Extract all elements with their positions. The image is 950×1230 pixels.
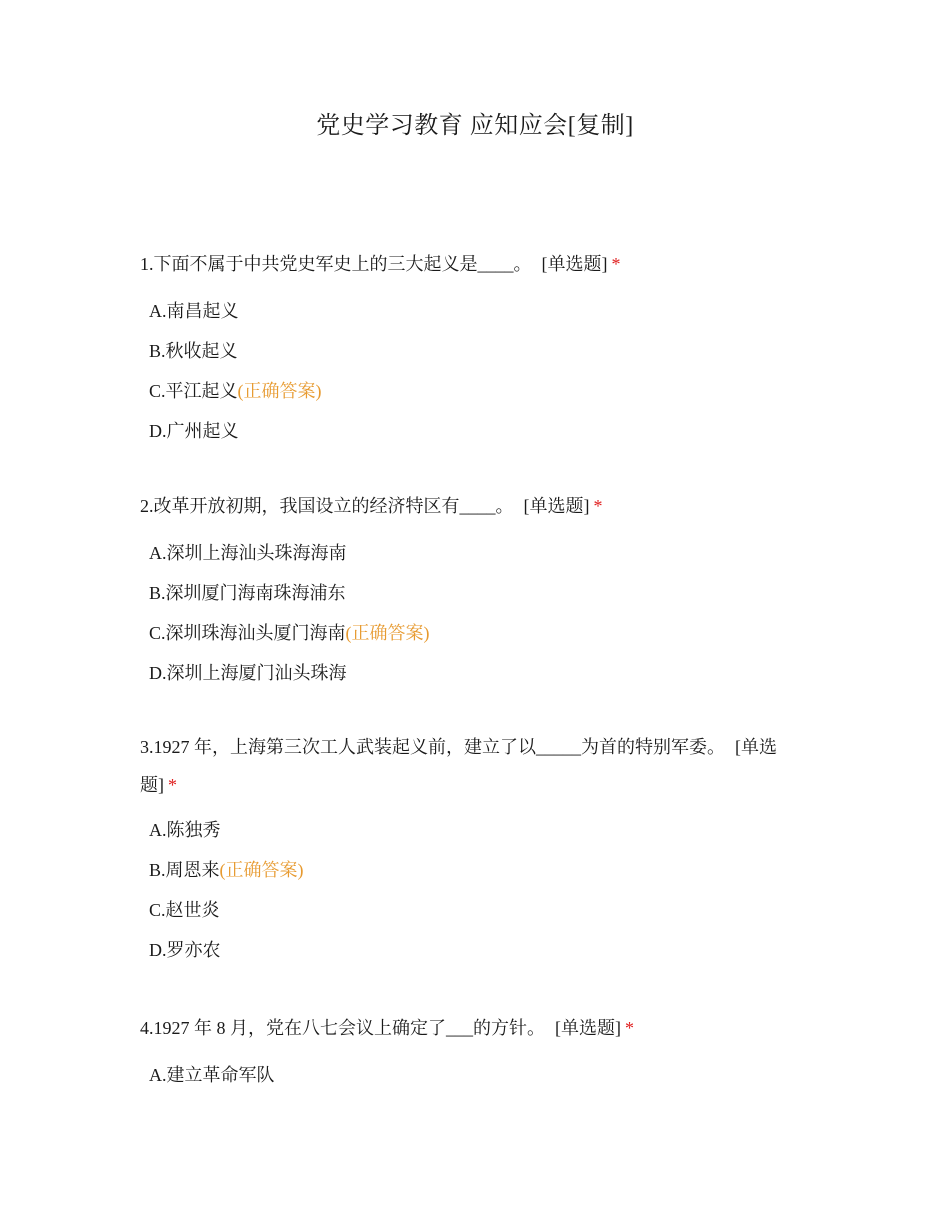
option-text: C.赵世炎 xyxy=(149,900,220,920)
question-2 xyxy=(140,487,800,693)
question-stem xyxy=(140,728,800,804)
option-c xyxy=(140,890,800,930)
correct-answer-note: (正确答案) xyxy=(219,860,304,880)
option-list xyxy=(140,533,800,693)
question-3 xyxy=(140,728,800,970)
required-marker: * xyxy=(625,1018,634,1038)
option-text: D.深圳上海厦门汕头珠海 xyxy=(149,663,347,683)
question-type-label: [单选题] xyxy=(140,737,777,795)
question-text: 2.改革开放初期，我国设立的经济特区有____。 xyxy=(140,496,514,516)
option-b xyxy=(140,573,800,613)
option-d xyxy=(140,653,800,693)
question-stem xyxy=(140,245,800,283)
option-text: C.深圳珠海汕头厦门海南 xyxy=(149,623,346,643)
question-text: 4.1927 年 8 月，党在八七会议上确定了___的方针。 xyxy=(140,1018,545,1038)
option-d xyxy=(140,411,800,451)
option-list xyxy=(140,810,800,970)
question-stem xyxy=(140,487,800,525)
required-marker: * xyxy=(168,775,177,795)
option-text: A.深圳上海汕头珠海海南 xyxy=(149,543,347,563)
option-c xyxy=(140,371,800,411)
question-type-label: [单选题] xyxy=(541,254,608,274)
question-text: 1.下面不属于中共党史军史上的三大起义是____。 xyxy=(140,254,532,274)
option-a xyxy=(140,533,800,573)
option-a xyxy=(140,291,800,331)
option-b xyxy=(140,331,800,371)
option-text: D.广州起义 xyxy=(149,421,239,441)
option-list xyxy=(140,291,800,451)
option-text: C.平江起义 xyxy=(149,381,238,401)
question-4 xyxy=(140,1009,800,1095)
option-a xyxy=(140,1055,800,1095)
option-text: A.陈独秀 xyxy=(149,820,221,840)
option-text: B.秋收起义 xyxy=(149,341,238,361)
option-b xyxy=(140,850,800,890)
required-marker: * xyxy=(611,254,621,274)
question-stem xyxy=(140,1009,800,1047)
question-text: 3.1927 年，上海第三次工人武装起义前，建立了以_____为首的特别军委。 xyxy=(140,737,725,757)
option-text: D.罗亦农 xyxy=(149,940,221,960)
option-text: A.建立革命军队 xyxy=(149,1065,275,1085)
question-1 xyxy=(140,245,800,451)
option-text: A.南昌起义 xyxy=(149,301,239,321)
option-d xyxy=(140,930,800,970)
option-list xyxy=(140,1055,800,1095)
option-text: B.周恩来 xyxy=(149,860,220,880)
correct-answer-note: (正确答案) xyxy=(345,623,430,643)
required-marker: * xyxy=(593,496,603,516)
question-type-label: [单选题] xyxy=(523,496,590,516)
option-a xyxy=(140,810,800,850)
correct-answer-note: (正确答案) xyxy=(237,381,322,401)
option-c xyxy=(140,613,800,653)
option-text: B.深圳厦门海南珠海浦东 xyxy=(149,583,346,603)
page-title: 党史学习教育 应知应会[复制] xyxy=(316,113,634,139)
question-type-label: [单选题] xyxy=(555,1018,621,1038)
